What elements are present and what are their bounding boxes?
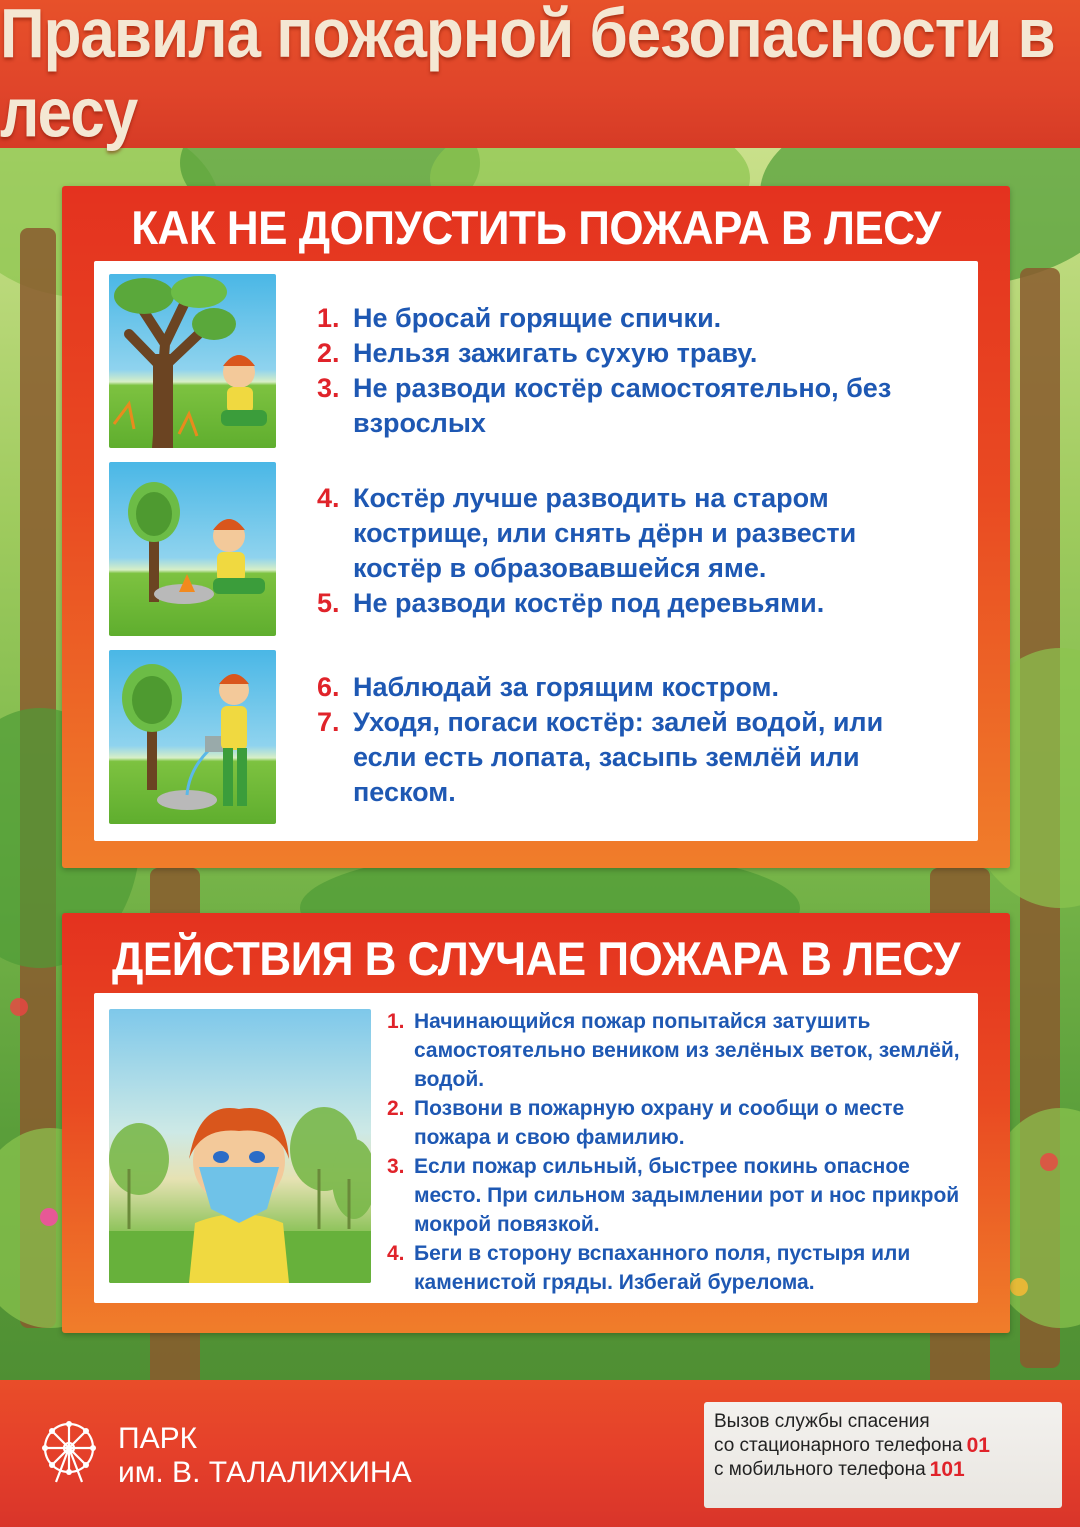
actions-panel	[62, 913, 1010, 1333]
illustration-boy-extinguishing	[109, 650, 276, 824]
rule-item: 5. Не разводи костёр под деревьями.	[317, 588, 825, 618]
page-title: Правила пожарной безопасности в лесу	[0, 0, 1055, 153]
rule-item: 3. Не разводи костёр самостоятельно, без взрослых	[317, 373, 892, 438]
landline-number: 01	[966, 1434, 990, 1457]
prevention-rules-group-3	[317, 670, 937, 810]
emergency-info	[704, 1402, 1062, 1508]
prevention-title: КАК НЕ ДОПУСТИТЬ ПОЖАРА В ЛЕСУ	[131, 202, 941, 255]
rule-item: 2. Позвони в пожарную охрану и сообщи о месте пожара и свою фамилию.	[387, 1097, 905, 1149]
illustration-boy-matches	[109, 274, 276, 448]
rule-item: 4. Костёр лучше разводить на старом кострище, или снять дёрн и развести костёр в образовавшейся яме.	[317, 483, 857, 583]
rule-item: 6. Наблюдай за горящим костром.	[317, 672, 779, 702]
ferris-wheel-icon	[36, 1418, 102, 1484]
header-banner	[0, 0, 1080, 153]
actions-rules	[387, 1007, 977, 1297]
rule-item: 4. Беги в сторону вспаханного поля, пустыря или каменистой гряды. Избегай бурелома.	[387, 1242, 911, 1294]
emergency-line: Вызов службы спасения	[714, 1411, 930, 1432]
emergency-line: со стационарного телефона 01	[714, 1434, 990, 1457]
illustration-boy-smoke	[109, 1009, 371, 1283]
illustration-boy-campfire	[109, 462, 276, 636]
footer	[0, 1380, 1080, 1527]
rule-item: 3. Если пожар сильный, быстрее покинь опасное место. При сильном задымлении рот и нос прикрой мокрой повязкой.	[387, 1155, 960, 1236]
park-name: ПАРК им. В. ТАЛАЛИХИНА	[118, 1422, 412, 1489]
rule-item: 1. Начинающийся пожар попытайся затушить самостоятельно веником из зелёных веток, землёй, водой.	[387, 1010, 960, 1091]
prevention-card	[94, 261, 978, 841]
actions-title: ДЕЙСТВИЯ В СЛУЧАЕ ПОЖАРА В ЛЕСУ	[112, 933, 960, 986]
prevention-rules-group-1	[317, 301, 937, 441]
prevention-panel	[62, 186, 1010, 868]
mobile-number: 101	[929, 1458, 965, 1481]
rule-item: 2. Нельзя зажигать сухую траву.	[317, 338, 758, 368]
rule-item: 7. Уходя, погаси костёр: залей водой, или если есть лопата, засыпь землёй или песком.	[317, 707, 884, 807]
emergency-line: с мобильного телефона 101	[714, 1458, 965, 1481]
rule-item: 1. Не бросай горящие спички.	[317, 303, 722, 333]
actions-card	[94, 993, 978, 1303]
prevention-rules-group-2	[317, 481, 937, 621]
